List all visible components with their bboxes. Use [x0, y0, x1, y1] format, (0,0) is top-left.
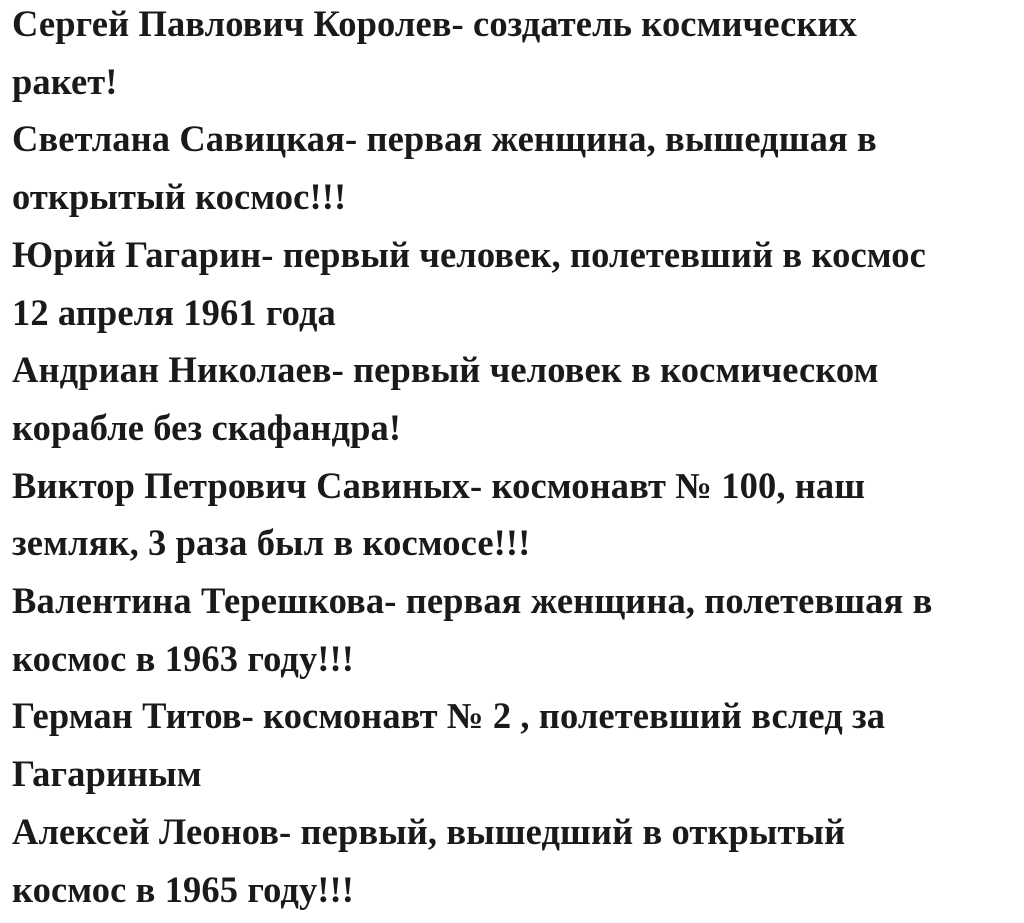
text-line: земляк, 3 раза был в космосе!!!: [12, 522, 531, 564]
entry-titov: [12, 687, 1018, 802]
text-line: Юрий Гагарин- первый человек, полетевший в космос: [12, 233, 926, 275]
text-line: Андриан Николаев- первый человек в космическом: [12, 349, 879, 391]
entry-tereshkova: [12, 572, 1018, 687]
text-line: Валентина Терешкова- первая женщина, полетевшая в: [12, 580, 933, 622]
text-line: Светлана Савицкая- первая женщина, вышедшая в: [12, 118, 877, 160]
text-line: Гагариным: [12, 753, 202, 795]
entry-gagarin: [12, 226, 1018, 341]
text-line: космос в 1963 году!!!: [12, 637, 355, 679]
entry-savitskaya: [12, 110, 1018, 225]
text-line: Сергей Павлович Королев- создатель космических: [12, 3, 858, 44]
text-line: космос в 1965 году!!!: [12, 868, 355, 910]
text-line: ракет!: [12, 60, 118, 102]
text-line: Виктор Петрович Савиных- космонавт № 100, наш: [12, 464, 866, 506]
text-line: 12 апреля 1961 года: [12, 291, 336, 333]
text-line: Герман Титов- космонавт № 2 , полетевший вслед за: [12, 695, 886, 737]
entry-savinykh: [12, 457, 1018, 572]
entry-leonov: [12, 803, 1018, 918]
entry-korolev: [12, 0, 1018, 110]
text-line: корабле без скафандра!: [12, 406, 402, 448]
text-line: открытый космос!!!: [12, 176, 347, 218]
text-line: Алексей Леонов- первый, вышедший в открытый: [12, 810, 846, 852]
entry-nikolaev: [12, 341, 1018, 456]
